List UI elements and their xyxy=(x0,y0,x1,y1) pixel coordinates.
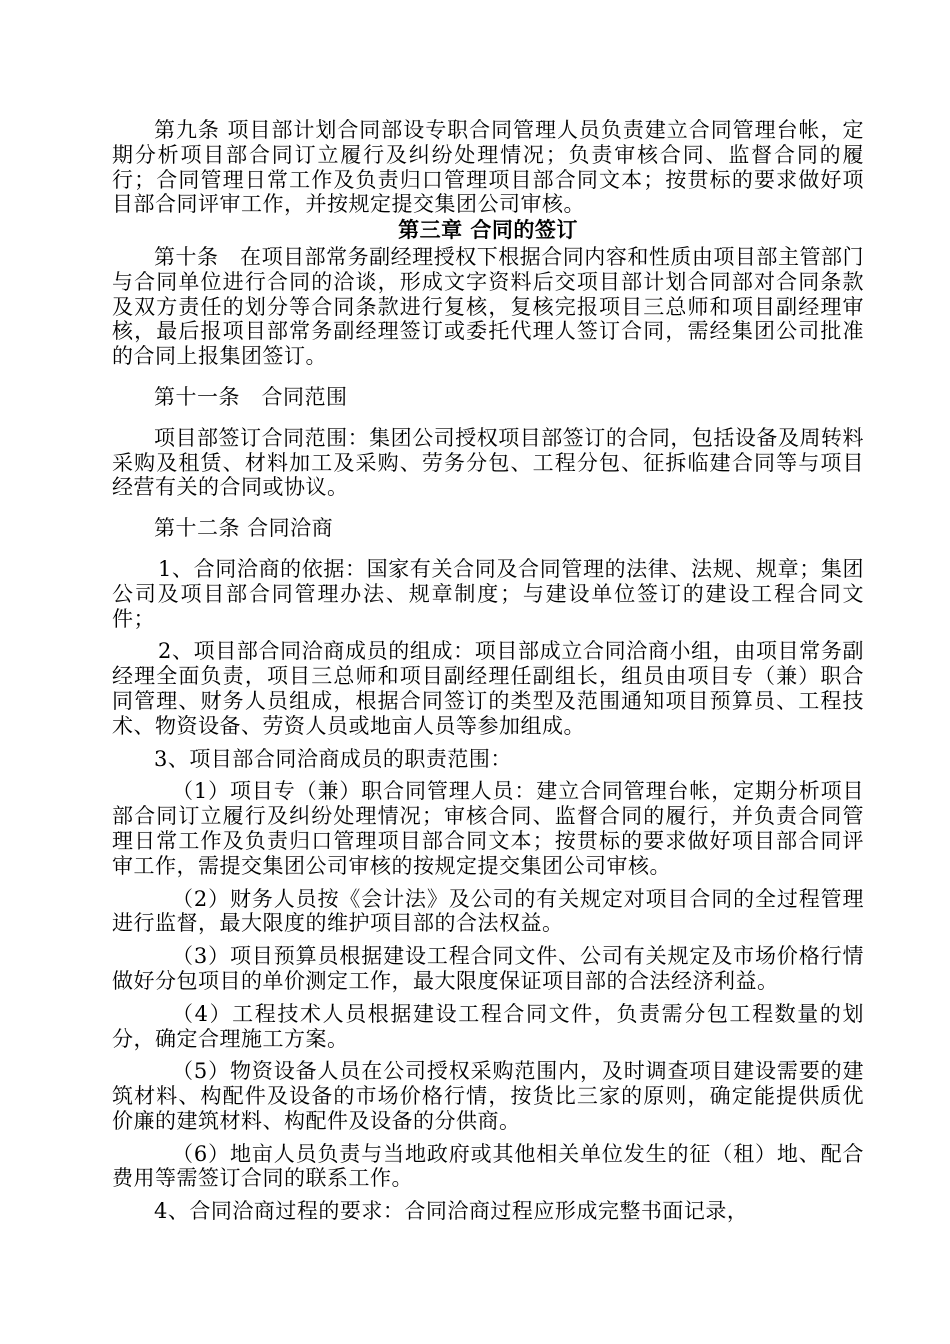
item-4-paragraph: 4、合同洽商过程的要求：合同洽商过程应形成完整书面记录， xyxy=(154,1199,749,1224)
sub-item-3-paragraph: （3）项目预算员根据建设工程合同文件、公司有关规定及市场价格行情做好分包项目的单价测定工作，最大限度保证项目部的合法经济利益。 xyxy=(112,944,864,993)
article-10-paragraph: 第十条 在项目部常务副经理授权下根据合同内容和性质由项目部主管部门与合同单位进行合同的洽谈，形成文字资料后交项目部计划合同部对合同条款及双方责任的划分等合同条款进行复核，复核完报项目三总师和项目副经理审核，最后报项目部常务副经理签订或委托代理人签订合同，需经集团公司批准的合同上报集团签订。 xyxy=(112,244,864,369)
sub-item-2-paragraph: （2）财务人员按《会计法》及公司的有关规定对项目合同的全过程管理进行监督，最大限度的维护项目部的合法权益。 xyxy=(112,886,864,936)
item-1-paragraph: 1、合同洽商的依据：国家有关合同及合同管理的法律、法规、规章；集团公司及项目部合同管理办法、规章制度；与建设单位签订的建设工程合同文件； xyxy=(112,556,864,631)
chapter-3-heading: 第三章 合同的签订 xyxy=(398,218,578,243)
item-2-paragraph: 2、项目部合同洽商成员的组成：项目部成立合同洽商小组，由项目常务副经理全面负责，项目三总师和项目副经理任副组长，组员由项目专（兼）职合同管理、财务人员组成，根据合同签订的类型及范围通知项目预算员、工程技术、物资设备、劳资人员或地亩人员等参加组成。 xyxy=(112,639,864,738)
article-11-body: 项目部签订合同范围：集团公司授权项目部签订的合同，包括设备及周转料采购及租赁、材料加工及采购、劳务分包、工程分包、征拆临建合同等与项目经营有关的合同或协议。 xyxy=(112,425,864,500)
sub-item-6-paragraph: （6）地亩人员负责与当地政府或其他相关单位发生的征（租）地、配合费用等需签订合同的联系工作。 xyxy=(112,1141,864,1191)
article-12-title: 第十二条 合同洽商 xyxy=(154,516,334,541)
sub-item-4-paragraph: （4）工程技术人员根据建设工程合同文件，负责需分包工程数量的划分，确定合理施工方案。 xyxy=(112,1001,864,1051)
sub-item-1-paragraph: （1）项目专（兼）职合同管理人员：建立合同管理台帐，定期分析项目部合同订立履行及纠纷处理情况；审核合同、监督合同的履行，并负责合同管理日常工作及负责归口管理项目部合同文本；按贯标的要求做好项目部合同评审工作，需提交集团公司审核的按规定提交集团公司审核。 xyxy=(112,779,864,878)
document-body xyxy=(112,118,864,1224)
article-9-paragraph: 第九条 项目部计划合同部设专职合同管理人员负责建立合同管理台帐，定期分析项目部合同订立履行及纠纷处理情况；负责审核合同、监督合同的履行；合同管理日常工作及负责归口管理项目部合同文本；按贯标的要求做好项目部合同评审工作，并按规定提交集团公司审核。 xyxy=(112,118,864,217)
sub-item-5-paragraph: （5）物资设备人员在公司授权采购范围内，及时调查项目建设需要的建筑材料、构配件及设备的市场价格行情，按货比三家的原则，确定能提供质优价廉的建筑材料、构配件及设备的分供商。 xyxy=(112,1059,864,1133)
article-11-title: 第十一条 合同范围 xyxy=(154,384,348,409)
item-3-paragraph: 3、项目部合同洽商成员的职责范围： xyxy=(154,746,512,771)
